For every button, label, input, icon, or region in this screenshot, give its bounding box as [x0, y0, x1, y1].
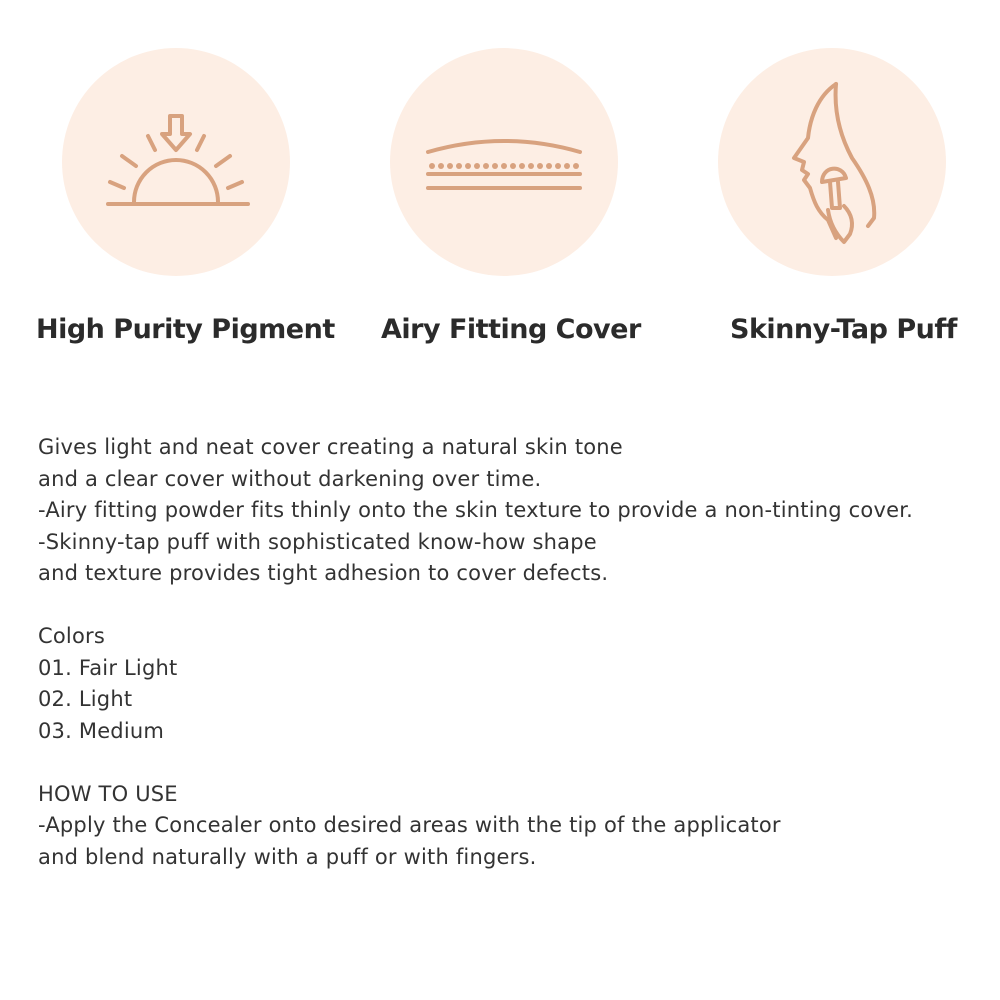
- color-option: 02. Light: [38, 687, 133, 711]
- feature-row: [0, 0, 1000, 380]
- face-puff-icon: [718, 48, 946, 276]
- feature-label: High Purity Pigment: [36, 314, 335, 345]
- layered-cover-icon: [390, 48, 618, 276]
- spacer: [38, 747, 978, 779]
- description-line: -Airy fitting powder fits thinly onto the skin texture to provide a non-tinting cover.: [38, 498, 913, 522]
- description-line: and a clear cover without darkening over time.: [38, 466, 542, 491]
- feature-label: Airy Fitting Cover: [381, 314, 641, 345]
- color-option: 01. Fair Light: [38, 655, 178, 680]
- spacer: [38, 590, 978, 622]
- how-to-use-line: and blend naturally with a puff or with fingers.: [38, 844, 537, 869]
- product-description: [38, 432, 978, 873]
- description-line: -Skinny-tap puff with sophisticated know-how shape: [38, 529, 597, 554]
- color-option: 03. Medium: [38, 718, 165, 743]
- sunrise-arrow-icon: [62, 48, 290, 276]
- how-to-use-line: -Apply the Concealer onto desired areas with the tip of the applicator: [38, 813, 781, 837]
- description-line: and texture provides tight adhesion to cover defects.: [38, 561, 609, 585]
- description-line: Gives light and neat cover creating a natural skin tone: [38, 435, 623, 459]
- feature-circle: [390, 48, 618, 276]
- feature-circle: [718, 48, 946, 276]
- colors-heading: Colors: [38, 624, 105, 648]
- how-to-use-heading: HOW TO USE: [38, 781, 178, 806]
- feature-label: Skinny-Tap Puff: [730, 314, 957, 345]
- feature-circle: [62, 48, 290, 276]
